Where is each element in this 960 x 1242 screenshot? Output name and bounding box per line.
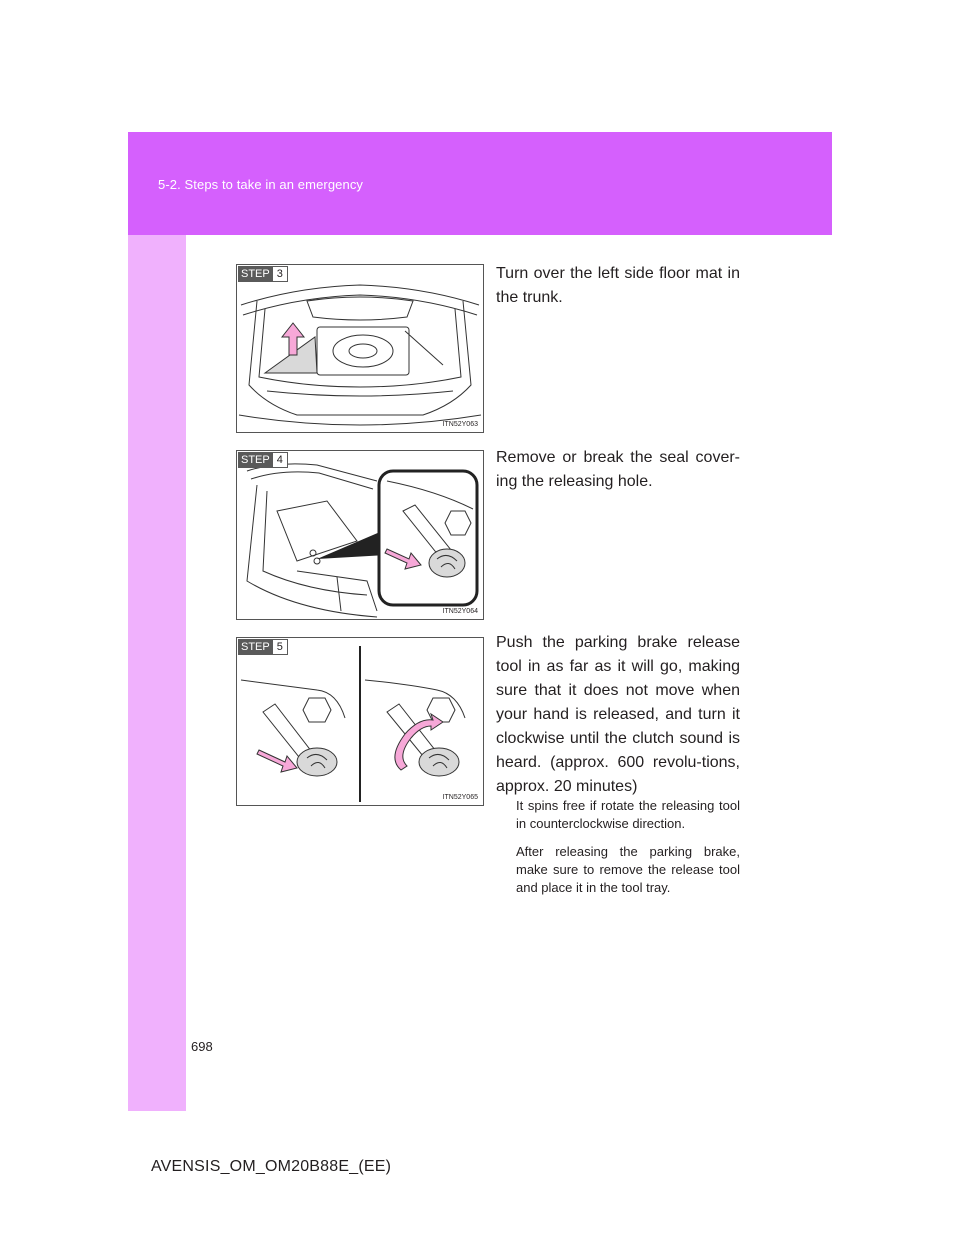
step-label: STEP [238,639,273,655]
step-label: STEP [238,452,273,468]
note-counterclockwise: It spins free if rotate the releasing tool in counterclockwise direction. [516,798,740,831]
step-number: 3 [273,266,288,282]
section-header-band [128,132,832,235]
figure-code: ITN52Y064 [442,608,478,615]
document-code: AVENSIS_OM_OM20B88E_(EE) [151,1158,392,1175]
section-title: 5-2. Steps to take in an emergency [158,177,364,192]
figure-step-4 [236,450,484,620]
note-remove-tool: After releasing the parking brake, make sure to remove the release tool and place it in the tool tray. [516,844,740,895]
step-number: 4 [273,452,288,468]
step-badge-3 [238,266,288,282]
step-number: 5 [273,639,288,655]
side-tab [128,235,186,1111]
figure-step-5 [236,637,484,806]
release-tool-turning-illustration [237,638,483,805]
step-badge-4 [238,452,288,468]
page-number: 698 [191,1039,213,1054]
step-badge-5 [238,639,288,655]
figure-code: ITN52Y063 [442,421,478,428]
step-4-text: Remove or break the seal cover-ing the releasing hole. [496,449,740,490]
figure-step-3 [236,264,484,433]
trunk-floor-mat-illustration [237,265,483,432]
step-label: STEP [238,266,273,282]
step-3-text: Turn over the left side floor mat in the trunk. [496,265,740,306]
seal-cover-illustration [237,451,483,619]
figure-code: ITN52Y065 [442,794,478,801]
step-5-text: Push the parking brake release tool in as far as it will go, making sure that it does not move when your hand is released, and turn it clockwise until the clutch sound is heard. (approx. 600 revolu-tions, approx. 20 minutes) [496,634,740,795]
